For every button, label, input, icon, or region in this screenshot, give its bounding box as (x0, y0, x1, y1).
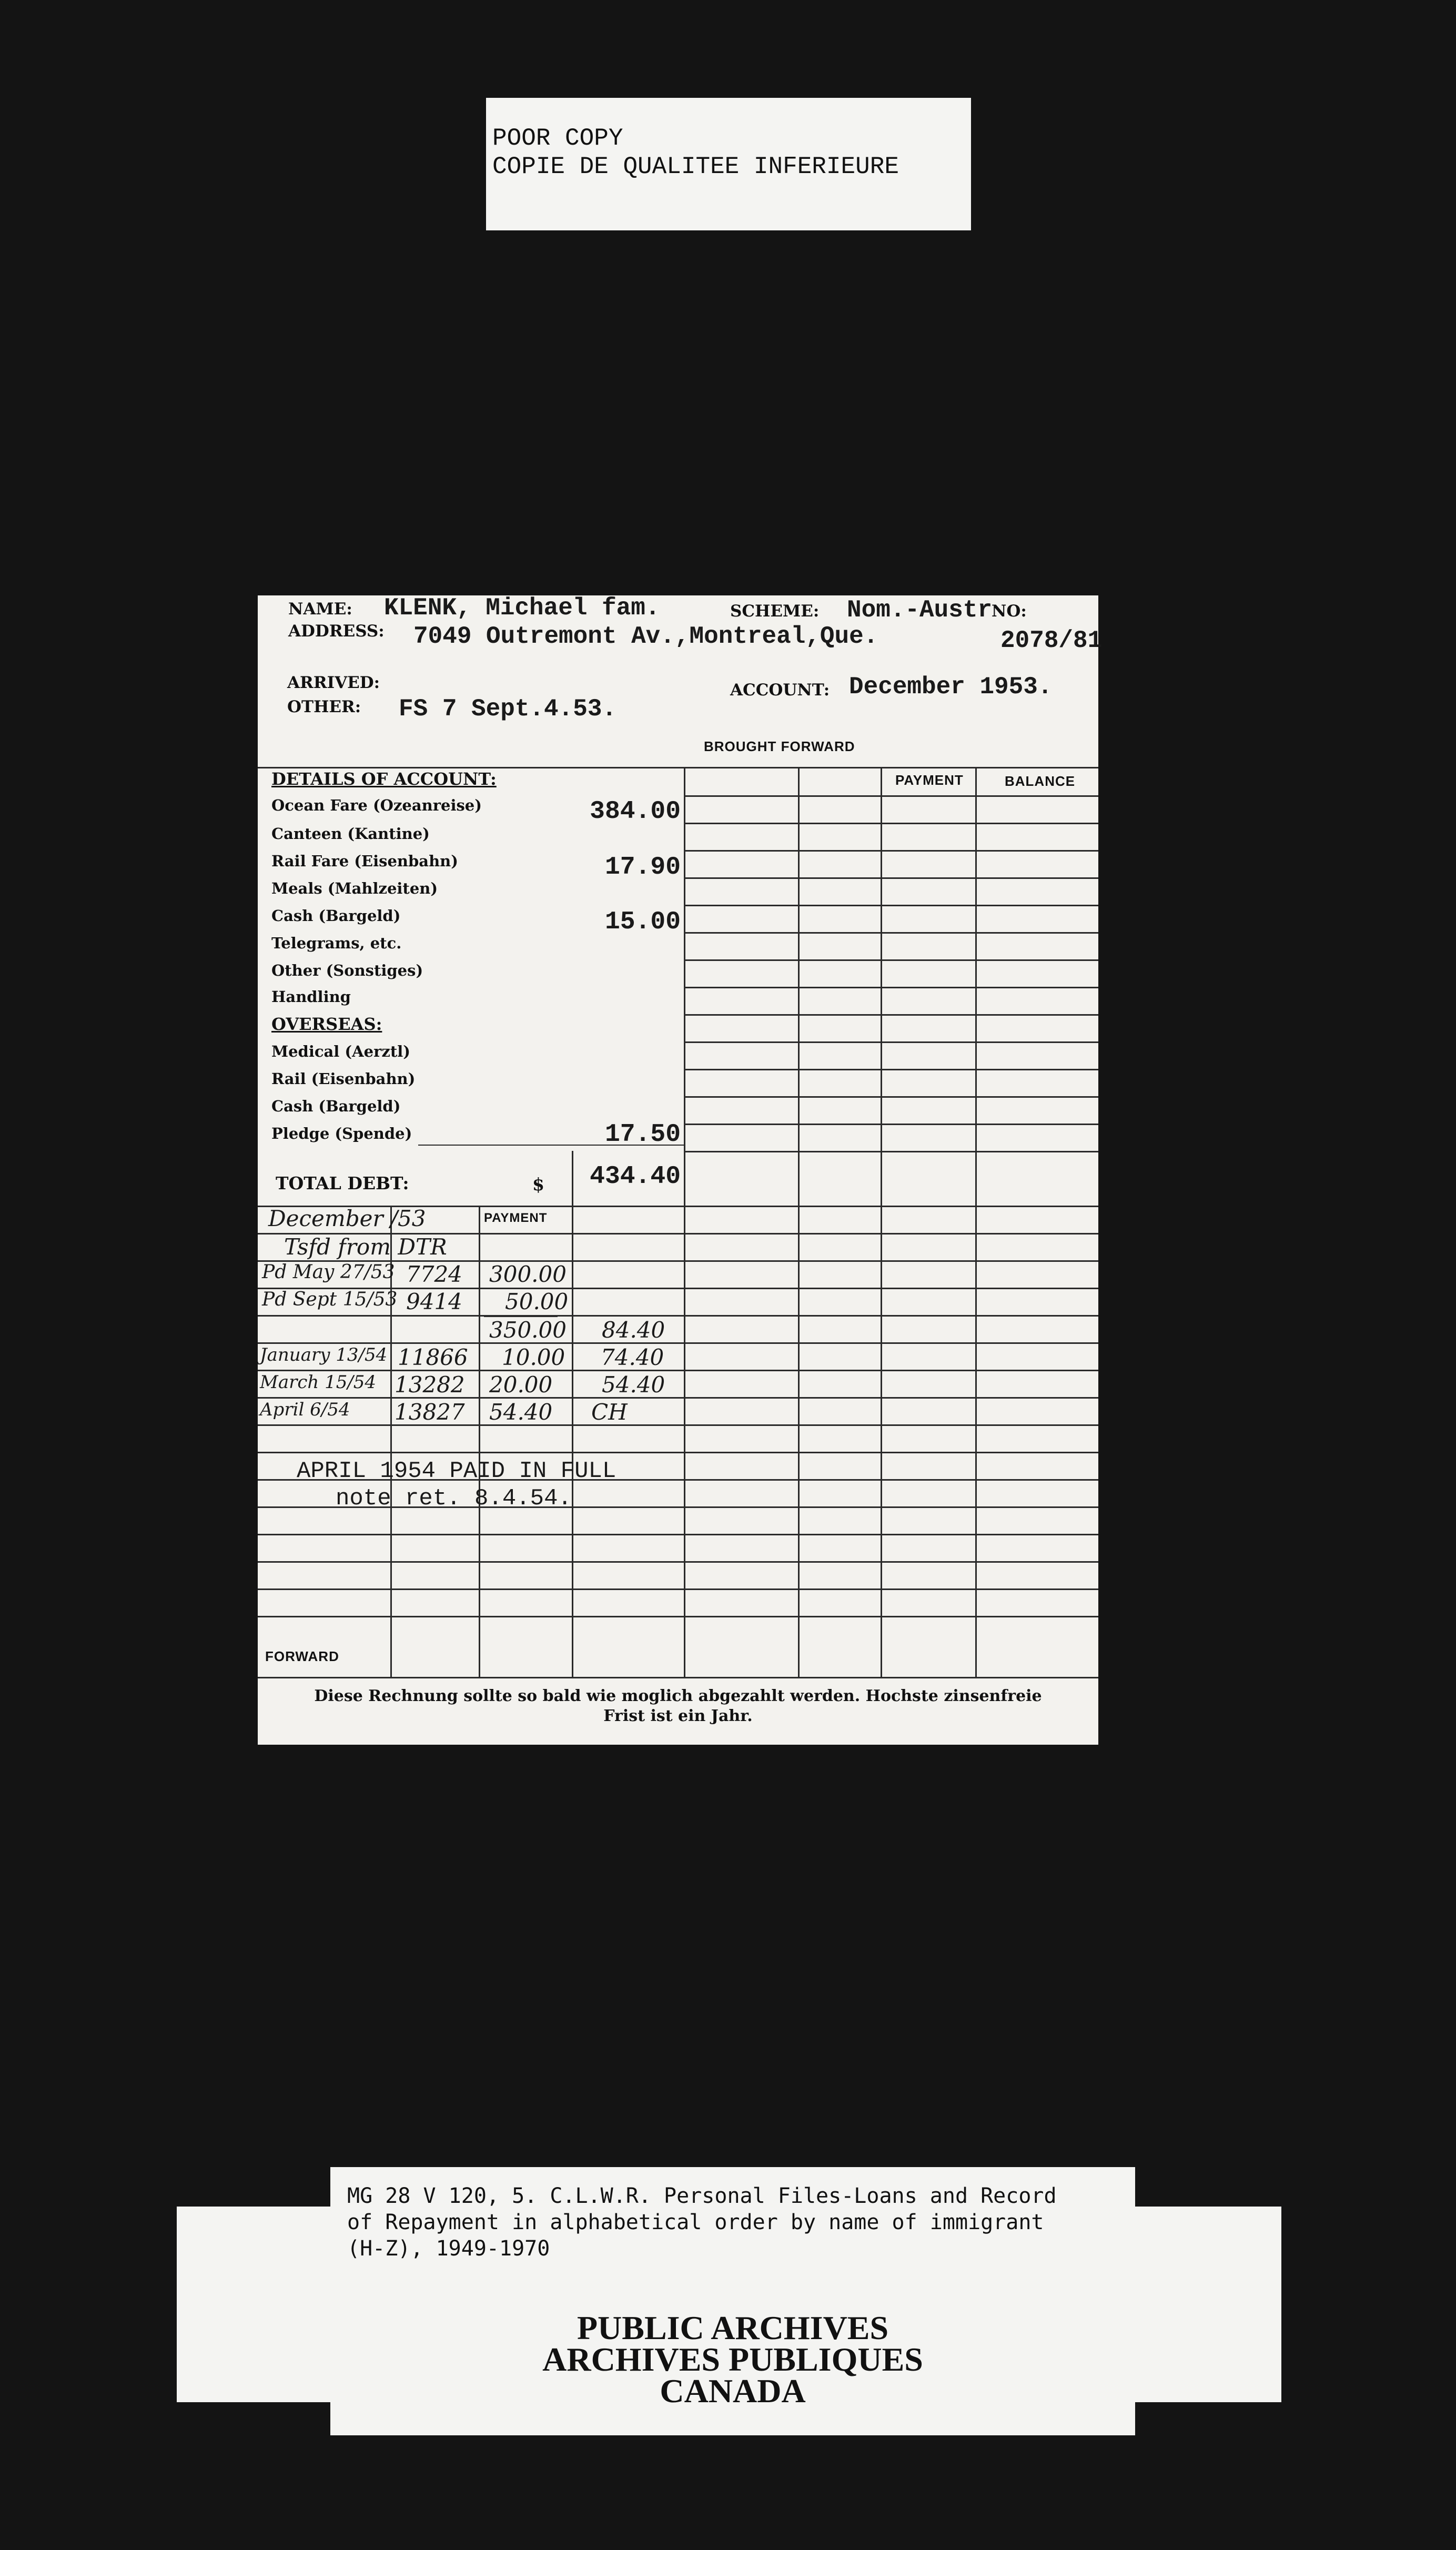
other-label: OTHER: (287, 697, 361, 716)
ledger-payment-header: PAYMENT (484, 1211, 548, 1225)
name-label: NAME: (288, 600, 352, 619)
archives-publiques-title: ARCHIVES PUBLIQUES (542, 2341, 923, 2378)
arrived-label: ARRIVED: (287, 673, 380, 692)
overseas-label: Medical (Aerztl) (271, 1043, 410, 1060)
ledger-date: April 6/54 (260, 1399, 350, 1420)
ledger-balance: 54.40 (602, 1372, 665, 1398)
balance-header: BALANCE (1005, 773, 1076, 789)
detail-label: Meals (Mahlzeiten) (271, 879, 438, 897)
ledger-ref: 13827 (395, 1399, 465, 1425)
account-label: ACCOUNT: (730, 681, 830, 700)
account-value: December 1953. (849, 673, 1053, 701)
overseas-label: Cash (Bargeld) (271, 1097, 401, 1115)
grid-line (798, 767, 800, 1677)
ledger-ref: 7724 (406, 1261, 462, 1287)
total-debt-value: 434.40 (590, 1162, 681, 1191)
ledger-date: Pd Sept 15/53 (262, 1289, 398, 1310)
ledger-date: December /53 (268, 1206, 426, 1231)
ledger-ref: 11866 (398, 1344, 468, 1370)
no-value: 2078/81 (1000, 627, 1103, 654)
poor-copy-label (486, 98, 971, 230)
note-returned-stamp: note ret. 8.4.54. (336, 1485, 572, 1512)
grid-line (975, 767, 977, 1677)
other-value: FS 7 Sept.4.53. (399, 695, 617, 723)
paid-in-full-stamp: APRIL 1954 PAID IN FULL (297, 1458, 616, 1484)
ledger-balance: 84.40 (602, 1317, 665, 1343)
brought-forward-label: BROUGHT FORWARD (704, 738, 855, 754)
detail-label: Cash (Bargeld) (271, 907, 401, 925)
ledger-payment: 10.00 (502, 1344, 565, 1370)
ledger-date: Tsfd from DTR (284, 1234, 447, 1260)
detail-label: Canteen (Kantine) (271, 825, 430, 843)
canada-title: CANADA (660, 2372, 806, 2410)
overseas-amount: 17.50 (604, 1120, 681, 1149)
ledger-date: January 13/54 (260, 1344, 388, 1365)
ledger-ref: 13282 (395, 1372, 465, 1398)
no-label: NO: (992, 602, 1027, 621)
public-archives-title: PUBLIC ARCHIVES (577, 2309, 889, 2346)
ledger-payment: 350.00 (489, 1317, 567, 1343)
detail-label: Ocean Fare (Ozeanreise) (271, 796, 482, 814)
footer-note-line-1: Diese Rechnung sollte so bald wie moglich abgezahlt werden. Hochste zinsenfreie (314, 1687, 1042, 1705)
detail-label: Rail Fare (Eisenbahn) (271, 852, 458, 870)
archive-reference-line-2: of Repayment in alphabetical order by name of immigrant (347, 2210, 1044, 2234)
address-label: ADDRESS: (288, 622, 385, 641)
ledger-payment: 20.00 (489, 1372, 553, 1398)
poor-copy-line-2: COPIE DE QUALITEE INFERIEURE (492, 153, 899, 180)
ledger-payment: 54.40 (489, 1399, 553, 1425)
total-debt-label: TOTAL DEBT: (276, 1173, 409, 1193)
detail-amount: 15.00 (604, 908, 681, 936)
overseas-label: Rail (Eisenbahn) (271, 1070, 416, 1088)
poor-copy-line-1: POOR COPY (492, 125, 623, 152)
ledger-balance: CH (591, 1399, 628, 1425)
scheme-value: Nom.-Austr (847, 596, 993, 624)
detail-amount: 17.90 (604, 853, 681, 882)
detail-amount: 384.00 (590, 797, 681, 826)
grid-line (881, 767, 882, 1677)
overseas-label: Pledge (Spende) (271, 1125, 412, 1142)
ledger-payment: 300.00 (489, 1261, 567, 1287)
archive-reference-line-1: MG 28 V 120, 5. C.L.W.R. Personal Files-Loans and Record (347, 2184, 1057, 2208)
detail-label: Telegrams, etc. (271, 934, 402, 952)
detail-label: Other (Sonstiges) (271, 962, 423, 979)
footer-note-line-2: Frist ist ein Jahr. (603, 1707, 753, 1725)
address-value: 7049 Outremont Av.,Montreal,Que. (413, 623, 878, 650)
forward-label: FORWARD (265, 1648, 339, 1664)
grid-line (684, 767, 685, 1677)
scheme-label: SCHEME: (730, 602, 820, 621)
ledger-date: Pd May 27/53 (262, 1261, 395, 1283)
dollar-sign: $ (532, 1174, 544, 1195)
ledger-date: March 15/54 (260, 1372, 377, 1393)
name-value: KLENK, Michael fam. (384, 594, 660, 622)
details-heading: DETAILS OF ACCOUNT: (271, 769, 497, 789)
ledger-ref: 9414 (406, 1289, 462, 1314)
payment-header: PAYMENT (895, 772, 964, 788)
ledger-balance: 74.40 (601, 1344, 664, 1370)
archive-reference-line-3: (H-Z), 1949-1970 (347, 2237, 550, 2261)
overseas-heading: OVERSEAS: (271, 1014, 382, 1034)
archive-label (330, 2167, 1135, 2435)
ledger-payment: 50.00 (505, 1289, 569, 1314)
detail-label: Handling (271, 988, 351, 1006)
grid-line (258, 767, 1098, 768)
account-card (258, 594, 1103, 1745)
